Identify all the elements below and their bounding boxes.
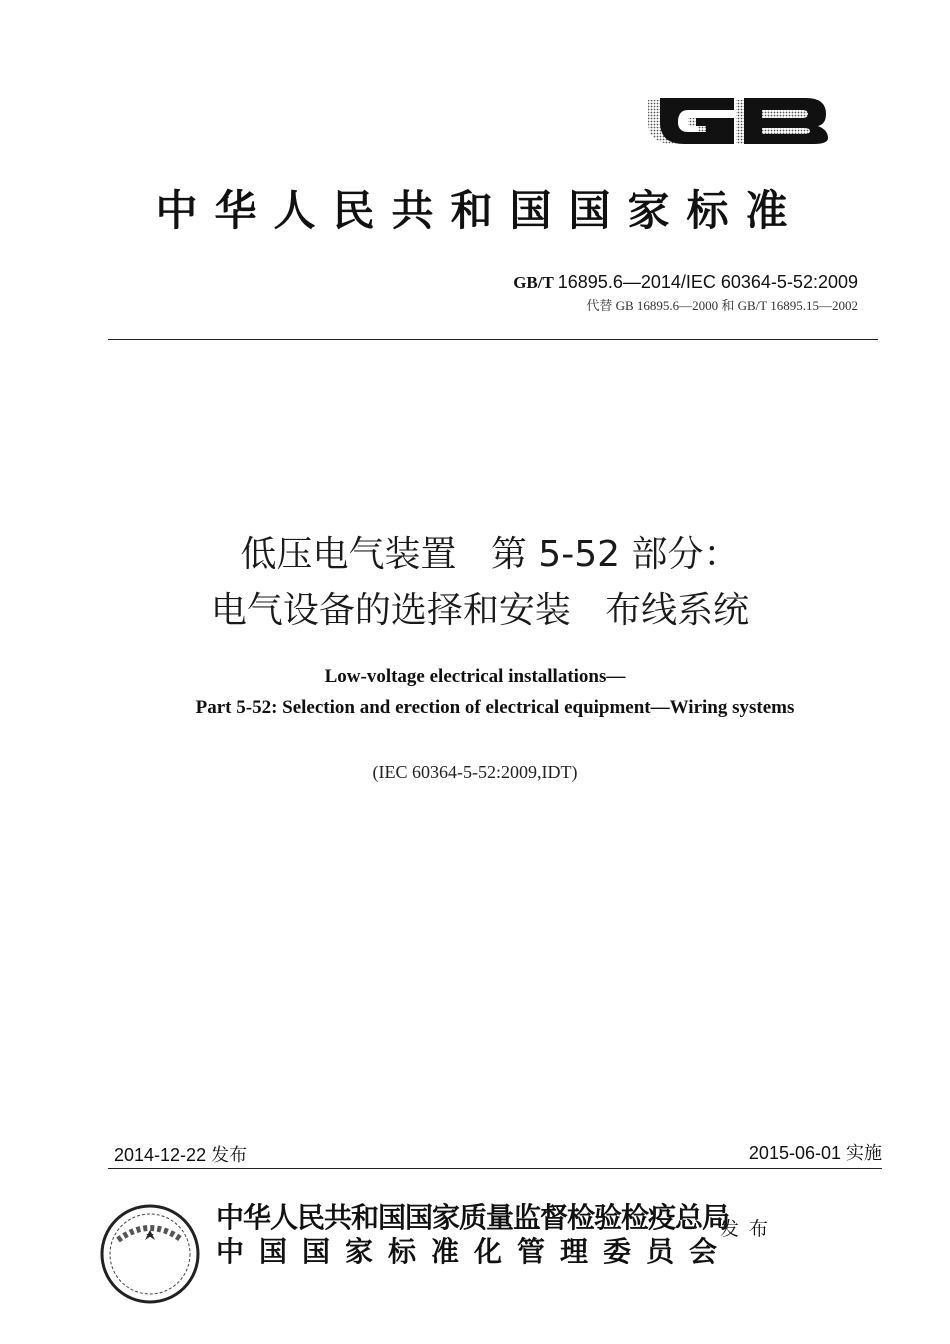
publish-label: 发布 (720, 1218, 779, 1240)
official-seal-icon (98, 1200, 202, 1260)
issuer-line2: 中国国家标准化管理委员会 (216, 1235, 733, 1268)
standard-number-main: 16895.6—2014/IEC 60364-5-52:2009 (557, 272, 858, 292)
standard-type-heading: 中华人民共和国国家标准 (155, 186, 805, 235)
replaces-note: 代替 GB 16895.6—2000 和 GB/T 16895.15—2002 (586, 298, 858, 313)
title-en-line1: Low-voltage electrical installations— (324, 666, 626, 687)
gb-logo-icon (638, 96, 830, 148)
issuer-line2-wrapper (216, 1230, 733, 1268)
issue-date: 2014-12-22 发布 (114, 1145, 248, 1165)
title-cn-line2: 电气设备的选择和安装 布线系统 (210, 590, 750, 631)
standard-number (513, 272, 858, 293)
gb-logo (638, 96, 830, 148)
implementation-date: 2015-06-01 实施 (748, 1143, 882, 1163)
header-divider (108, 339, 878, 340)
standard-number-prefix: GB/T (513, 273, 554, 292)
title-cn-line1: 低压电气装置 第 5-52 部分： (240, 534, 740, 575)
footer-divider (108, 1168, 882, 1169)
equivalence-note: (IEC 60364-5-52:2009,IDT) (372, 762, 578, 782)
title-en-line2: Part 5-52: Selection and erection of electrical equipment—Wiring systems (195, 697, 795, 718)
issuer-line1: 中华人民共和国国家质量监督检验检疫总局 (216, 1201, 730, 1234)
